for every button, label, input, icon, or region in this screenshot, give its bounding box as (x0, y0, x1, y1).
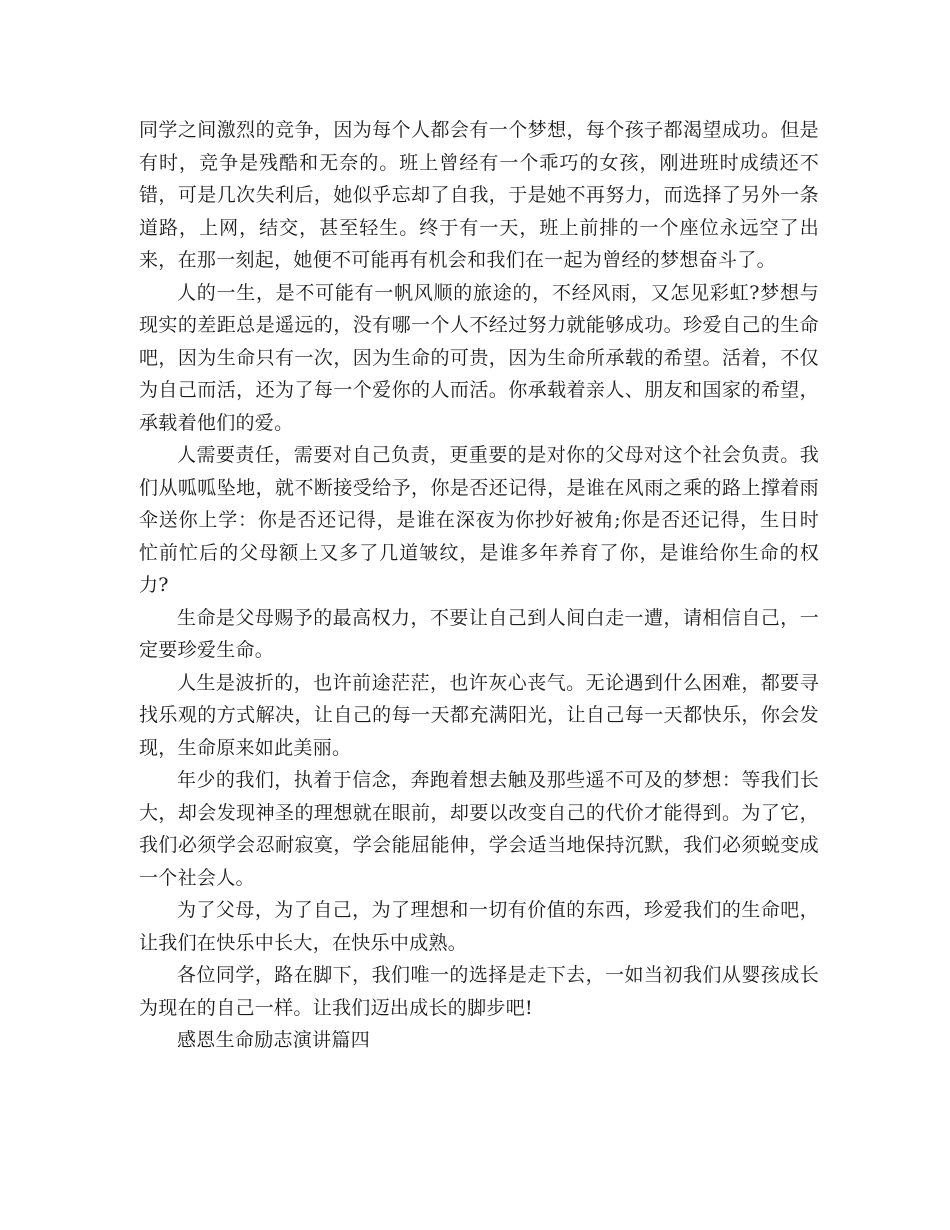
paragraph-cherish-life: 为了父母，为了自己，为了理想和一切有价值的东西，珍爱我们的生命吧，让我们在快乐中长大，在快乐中成熟。 (139, 899, 819, 954)
paragraph-parents-gift: 生命是父母赐予的最高权力，不要让自己到人间白走一遭，请相信自己，一定要珍爱生命。 (139, 606, 819, 661)
paragraph-competition: 同学之间激烈的竞争，因为每个人都会有一个梦想，每个孩子都渴望成功。但是有时，竞争是残酷和无奈的。班上曾经有一个乖巧的女孩，刚进班时成绩还不错，可是几次失利后，她似乎忘却了自我，于是她不再努力，而选择了另外一条道路，上网，结交，甚至轻生。终于有一天，班上前排的一个座位永远空了出来，在那一刻起，她便不可能再有机会和我们在一起为曾经的梦想奋斗了。 (139, 119, 819, 271)
document-body (139, 114, 819, 1057)
paragraph-closing: 各位同学，路在脚下，我们唯一的选择是走下去，一如当初我们从婴孩成长为现在的自己一样。让我们迈出成长的脚步吧! (139, 964, 819, 1019)
paragraph-growing-up: 年少的我们，执着于信念，奔跑着想去触及那些遥不可及的梦想：等我们长大，却会发现神圣的理想就在眼前，却要以改变自己的代价才能得到。为了它，我们必须学会忍耐寂寞，学会能屈能伸，学会适当地保持沉默，我们必须蜕变成一个社会人。 (139, 769, 819, 889)
section-heading: 感恩生命励志演讲篇四 (177, 1029, 371, 1051)
paragraph-life-journey: 人的一生，是不可能有一帆风顺的旅途的，不经风雨，又怎见彩虹?梦想与现实的差距总是遥远的，没有哪一个人不经过努力就能够成功。珍爱自己的生命吧，因为生命只有一次，因为生命的可贵，因为生命所承载的希望。活着，不仅为自己而活，还为了每一个爱你的人而活。你承载着亲人、朋友和国家的希望，承载着他们的爱。 (139, 281, 819, 434)
paragraph-responsibility: 人需要责任，需要对自己负责，更重要的是对你的父母对这个社会负责。我们从呱呱坠地，就不断接受给予，你是否还记得，是谁在风雨之乘的路上撑着雨伞送你上学：你是否还记得，是谁在深夜为你抄好被角;你是否还记得，生日时忙前忙后的父母额上又多了几道皱纹，是谁多年养育了你，是谁给你生命的权力? (139, 444, 819, 596)
paragraph-optimism: 人生是波折的，也许前途茫茫，也许灰心丧气。无论遇到什么困难，都要寻找乐观的方式解决，让自己的每一天都充满阳光，让自己每一天都快乐，你会发现，生命原来如此美丽。 (139, 671, 819, 759)
